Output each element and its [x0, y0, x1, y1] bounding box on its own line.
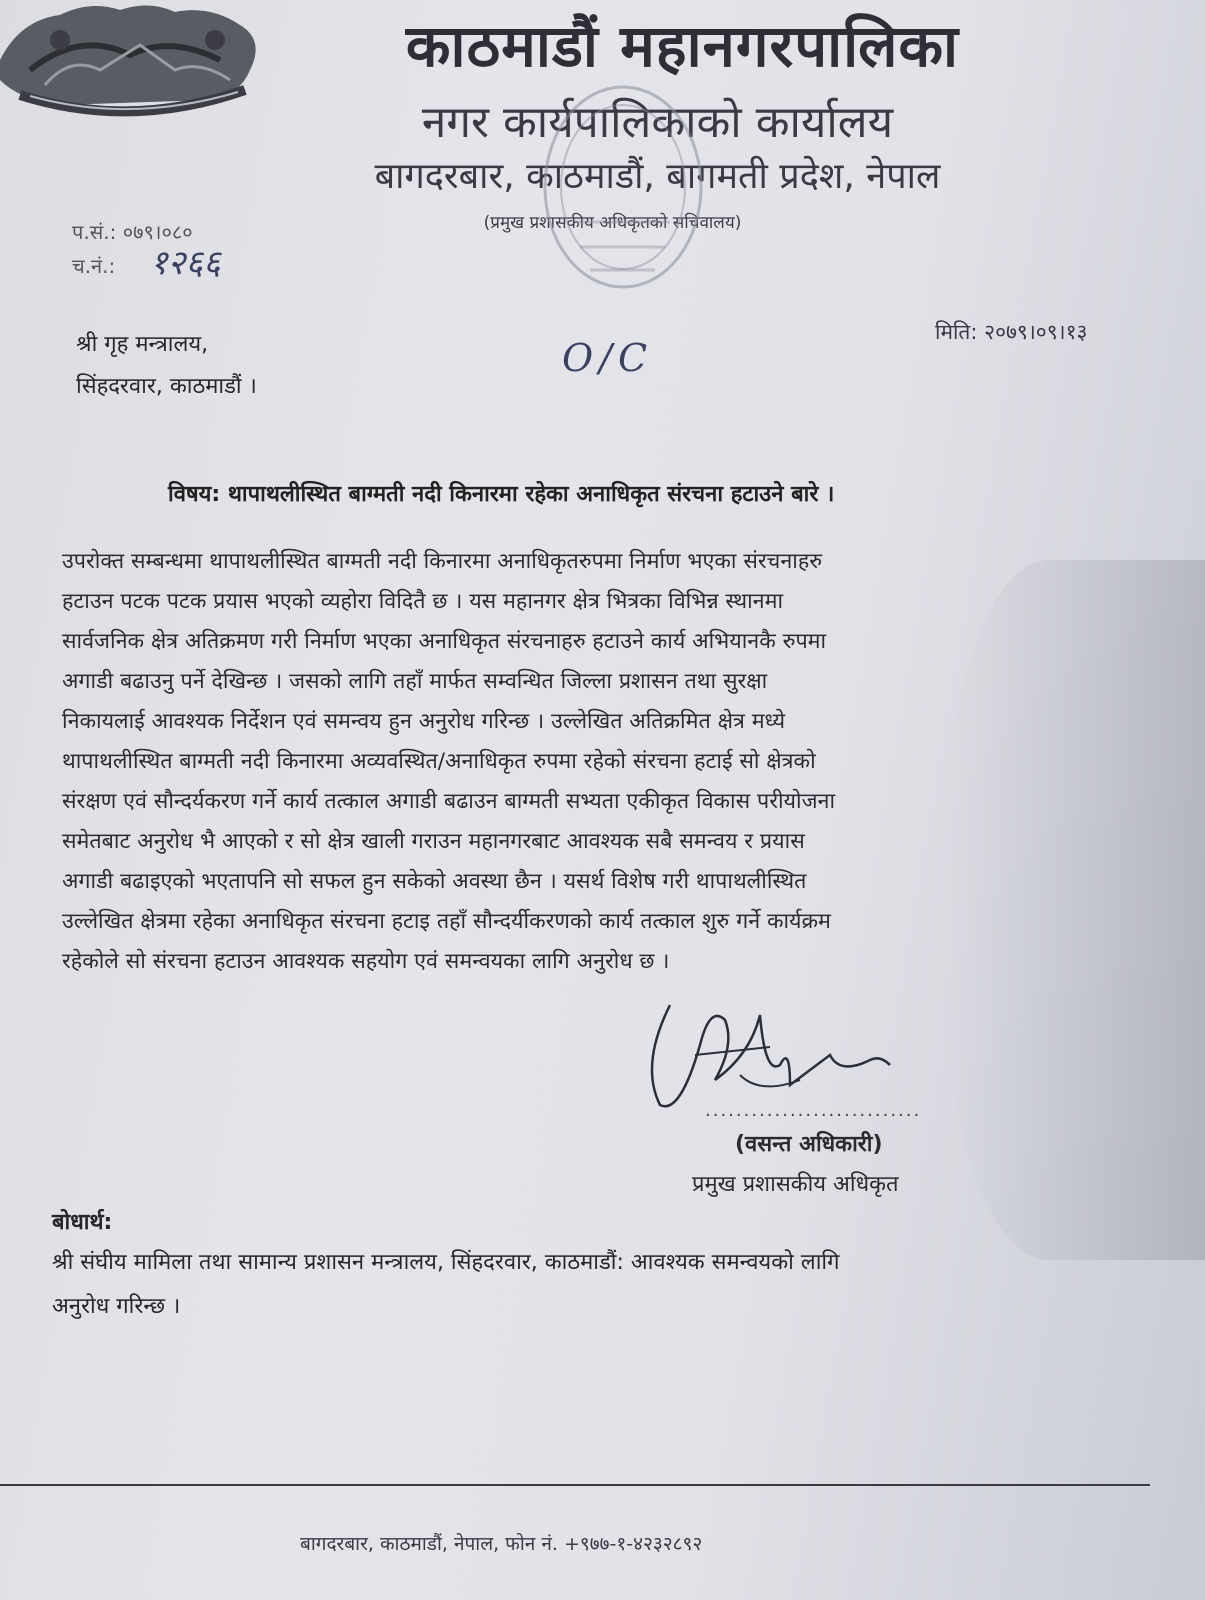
dispatch-number-value: १२६६	[150, 243, 221, 283]
cc-label: बोधार्थ:	[52, 1210, 113, 1235]
body-line: निकायलाई आवश्यक निर्देशन एवं समन्वय हुन अनुरोध गरिन्छ । उल्लेखित अतिक्रमित क्षेत्र मध्ये	[62, 709, 786, 734]
city-name: काठमाडौं महानगरपालिका	[405, 12, 960, 80]
cc-line-2: अनुरोध गरिन्छ ।	[52, 1294, 181, 1319]
signature-line: ............................	[705, 1100, 922, 1121]
body-line: रहेकोले सो संरचना हटाउन आवश्यक सहयोग एवं समन्वयका लागि अनुरोध छ ।	[62, 949, 670, 974]
letter-subject: विषय: थापाथलीस्थित बाग्मती नदी किनारमा रहेका अनाधिकृत संरचना हटाउने बारे ।	[168, 482, 835, 507]
body-line: समेतबाट अनुरोध भै आएको र सो क्षेत्र खाली गराउन महानगरबाट आवश्यक सबै समन्वय र प्रयास	[62, 829, 805, 854]
office-round-stamp	[535, 72, 710, 302]
body-line: थापाथलीस्थित बाग्मती नदी किनारमा अव्यवस्थित/अनाधिकृत रुपमा रहेको संरचना हटाई सो क्षेत्रको	[62, 749, 816, 774]
signatory-name: (वसन्त अधिकारी)	[735, 1132, 883, 1157]
body-line: उल्लेखित क्षेत्रमा रहेका अनाधिकृत संरचना हटाइ तहाँ सौन्दर्यीकरणको कार्य तत्काल शुरु गर्ने कार्यक्रम	[62, 909, 831, 934]
reference-number: प.सं.: ०७९।०८०	[72, 220, 193, 244]
body-line: संरक्षण एवं सौन्दर्यकरण गर्ने कार्य तत्काल अगाडी बढाउन बाग्मती सभ्यता एकीकृत विकास परीयोजना	[62, 789, 836, 814]
footer-contact: बागदरबार, काठमाडौं, नेपाल, फोन नं. +९७७-१-४२३२८९२	[300, 1533, 703, 1555]
cc-line-1: श्री संघीय मामिला तथा सामान्य प्रशासन मन्त्रालय, सिंहदरवार, काठमाडौं: आवश्यक समन्वयको लागि	[52, 1250, 840, 1275]
footer-divider	[0, 1484, 1150, 1486]
body-line: हटाउन पटक पटक प्रयास भएको व्यहोरा विदितै छ । यस महानगर क्षेत्र भित्रका विभिन्न स्थानमा	[62, 589, 784, 614]
body-line: अगाडी बढाउनु पर्ने देखिन्छ । जसको लागि तहाँ मार्फत सम्वन्धित जिल्ला प्रशासन तथा सुरक्षा	[62, 669, 768, 694]
office-name: नगर कार्यपालिकाको कार्यालय	[421, 97, 894, 148]
body-line: उपरोक्त सम्बन्धमा थापाथलीस्थित बाग्मती नदी किनारमा अनाधिकृतरुपमा निर्माण भएका संरचनाहरु	[62, 549, 823, 574]
dispatch-number-label: च.नं.:	[72, 254, 116, 278]
body-line: सार्वजनिक क्षेत्र अतिक्रमण गरी निर्माण भएका अनाधिकृत संरचनाहरु हटाउने कार्य अभियानकै रुपमा	[62, 629, 827, 654]
letter-date: मिति: २०७९।०९।१३	[935, 320, 1088, 344]
handwritten-note: O/C	[562, 336, 654, 380]
recipient-line-2: सिंहदरवार, काठमाडौं ।	[76, 374, 257, 399]
signatory-designation: प्रमुख प्रशासकीय अधिकृत	[692, 1172, 899, 1197]
recipient-line-1: श्री गृह मन्त्रालय,	[76, 332, 209, 357]
body-line: अगाडी बढाइएको भएतापनि सो सफल हुन सकेको अवस्था छैन । यसर्थ विशेष गरी थापाथलीस्थित	[62, 869, 807, 894]
secretariat-label: (प्रमुख प्रशासकीय अधिकृतको सचिवालय)	[483, 213, 742, 233]
office-address: बागदरबार, काठमाडौं, बागमती प्रदेश, नेपाल	[374, 156, 941, 197]
